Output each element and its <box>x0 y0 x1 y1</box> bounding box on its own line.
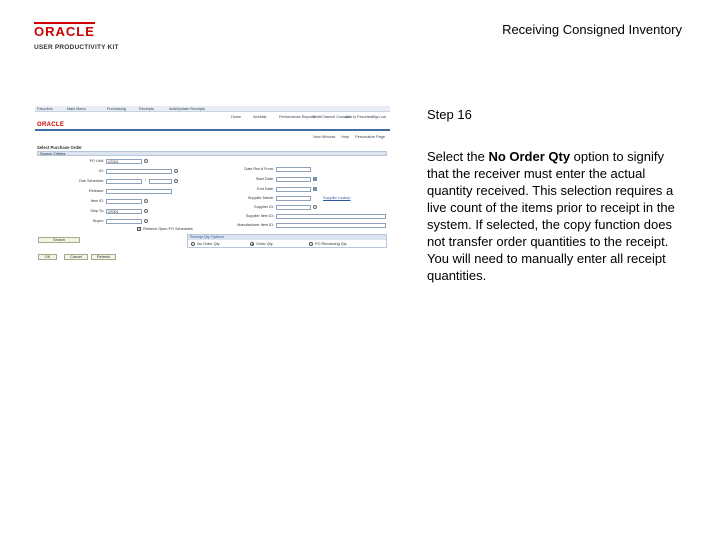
nav-receipts[interactable]: Receipts <box>139 107 154 111</box>
breadcrumb-bar <box>35 106 390 112</box>
logo-subtitle: USER PRODUCTIVITY KIT <box>34 44 119 51</box>
id-label: ID: <box>99 169 104 173</box>
lookup-icon[interactable] <box>144 199 148 203</box>
receipt-qty-options-group <box>187 234 387 248</box>
supplier-id-field[interactable] <box>276 205 311 210</box>
item-id-field[interactable] <box>106 199 142 204</box>
supplier-name-field[interactable] <box>276 196 311 201</box>
item-id-label: Item ID: <box>90 199 104 203</box>
ok-button[interactable]: OK <box>38 254 57 260</box>
nav-add-to-favorites[interactable]: Add to Favorites <box>345 115 373 119</box>
date-from-label: Date Rec'd From: <box>244 167 274 171</box>
lookup-icon[interactable] <box>144 209 148 213</box>
start-date-label: Start Date: <box>255 177 274 181</box>
end-date-field[interactable] <box>276 187 311 192</box>
range-separator: / <box>145 178 147 182</box>
no-order-qty-label: No Order Qty <box>197 242 220 246</box>
nav-sign-out[interactable]: Sign out <box>372 115 386 119</box>
step-text-bold: No Order Qty <box>488 149 571 164</box>
lookup-icon[interactable] <box>174 179 178 183</box>
nav-multichannel-console[interactable]: MultiChannel Console <box>313 115 351 119</box>
lookup-icon[interactable] <box>144 219 148 223</box>
ship-to-label: Ship To: <box>90 209 104 213</box>
po-unit-field[interactable]: US001 <box>106 159 142 164</box>
nav-main-menu[interactable]: Main Menu <box>67 107 86 111</box>
manufacturer-item-id-label: Manufacturer Item ID: <box>237 223 274 227</box>
slide-title: Receiving Consigned Inventory <box>502 22 682 37</box>
receipt-qty-options-header <box>188 235 386 240</box>
mini-oracle-logo: ORACLE <box>37 122 65 128</box>
step-instructions <box>427 148 687 284</box>
no-order-qty-radio[interactable] <box>191 242 195 246</box>
po-remaining-qty-label: PO Remaining Qty <box>315 242 347 246</box>
universal-nav <box>35 113 390 121</box>
help-link[interactable]: Help <box>341 135 350 139</box>
search-criteria-bar <box>37 151 387 156</box>
end-date-label: End Date: <box>257 187 274 191</box>
id-field[interactable] <box>106 169 172 174</box>
lookup-icon[interactable] <box>144 159 148 163</box>
calendar-icon[interactable] <box>313 187 317 191</box>
nav-add-update-receipts[interactable]: Add/Update Receipts <box>169 107 205 111</box>
receipt-qty-options-title: Receipt Qty Options <box>190 235 224 239</box>
po-remaining-qty-radio[interactable] <box>309 242 313 246</box>
cancel-button[interactable]: Cancel <box>64 254 88 260</box>
buyer-field[interactable] <box>106 219 142 224</box>
lookup-icon[interactable] <box>174 169 178 173</box>
due-schedule-to-field[interactable] <box>149 179 172 184</box>
step-title: Step 16 <box>427 107 472 122</box>
order-qty-label: Order Qty <box>256 242 273 246</box>
due-schedule-from-field[interactable] <box>106 179 142 184</box>
refresh-button[interactable]: Refresh <box>91 254 116 260</box>
nav-favorites[interactable]: Favorites <box>37 107 53 111</box>
new-window-link[interactable]: New Window <box>313 135 336 139</box>
supplier-item-id-field[interactable] <box>276 214 386 219</box>
order-qty-radio[interactable] <box>250 242 254 246</box>
ship-to-field[interactable]: US001 <box>106 209 142 214</box>
retrieve-open-po-label: Retrieve Open PO Schedules <box>143 227 193 231</box>
release-field[interactable] <box>106 189 172 194</box>
search-criteria-label: Search Criteria <box>40 152 66 156</box>
oracle-upk-logo <box>34 22 134 51</box>
nav-worklist[interactable]: Worklist <box>253 115 267 119</box>
page-links <box>308 135 385 139</box>
calendar-icon[interactable] <box>313 177 317 181</box>
search-button[interactable]: Search <box>38 237 80 243</box>
nav-purchasing[interactable]: Purchasing <box>107 107 126 111</box>
po-unit-label: PO Unit: <box>89 159 104 163</box>
retrieve-open-po-checkbox[interactable] <box>137 227 141 231</box>
buyer-label: Buyer: <box>93 219 104 223</box>
logo-word: ORACLE <box>34 24 95 39</box>
start-date-field[interactable] <box>276 177 311 182</box>
lookup-icon[interactable] <box>313 205 317 209</box>
page-title: Select Purchase Order <box>37 145 82 150</box>
personalize-page-link[interactable]: Personalize Page <box>355 135 385 139</box>
header-divider <box>35 129 390 131</box>
step-text-before: Select the <box>427 149 489 164</box>
supplier-name-label: Supplier Name: <box>247 196 274 200</box>
step-text-after: option to signify that the receiver must enter the actual quantity received. This selection requires a live count of the items prior to receipt in the system. If selected, the copy function does not transfer order quantities to the receipt. You will need to manually enter all receipt quantities. <box>427 149 675 283</box>
release-label: Release: <box>89 189 104 193</box>
date-from-field[interactable] <box>276 167 311 172</box>
nav-home[interactable]: Home <box>231 115 242 119</box>
supplier-lookup-link[interactable]: Supplier Lookup <box>323 196 351 200</box>
app-screenshot <box>35 106 390 264</box>
nav-performance-reports[interactable]: Performance Reports <box>279 115 316 119</box>
supplier-id-label: Supplier ID: <box>254 205 274 209</box>
supplier-item-id-label: Supplier Item ID: <box>245 214 274 218</box>
manufacturer-item-id-field[interactable] <box>276 223 386 228</box>
due-schedule-label: Due Schedule: <box>79 179 104 183</box>
